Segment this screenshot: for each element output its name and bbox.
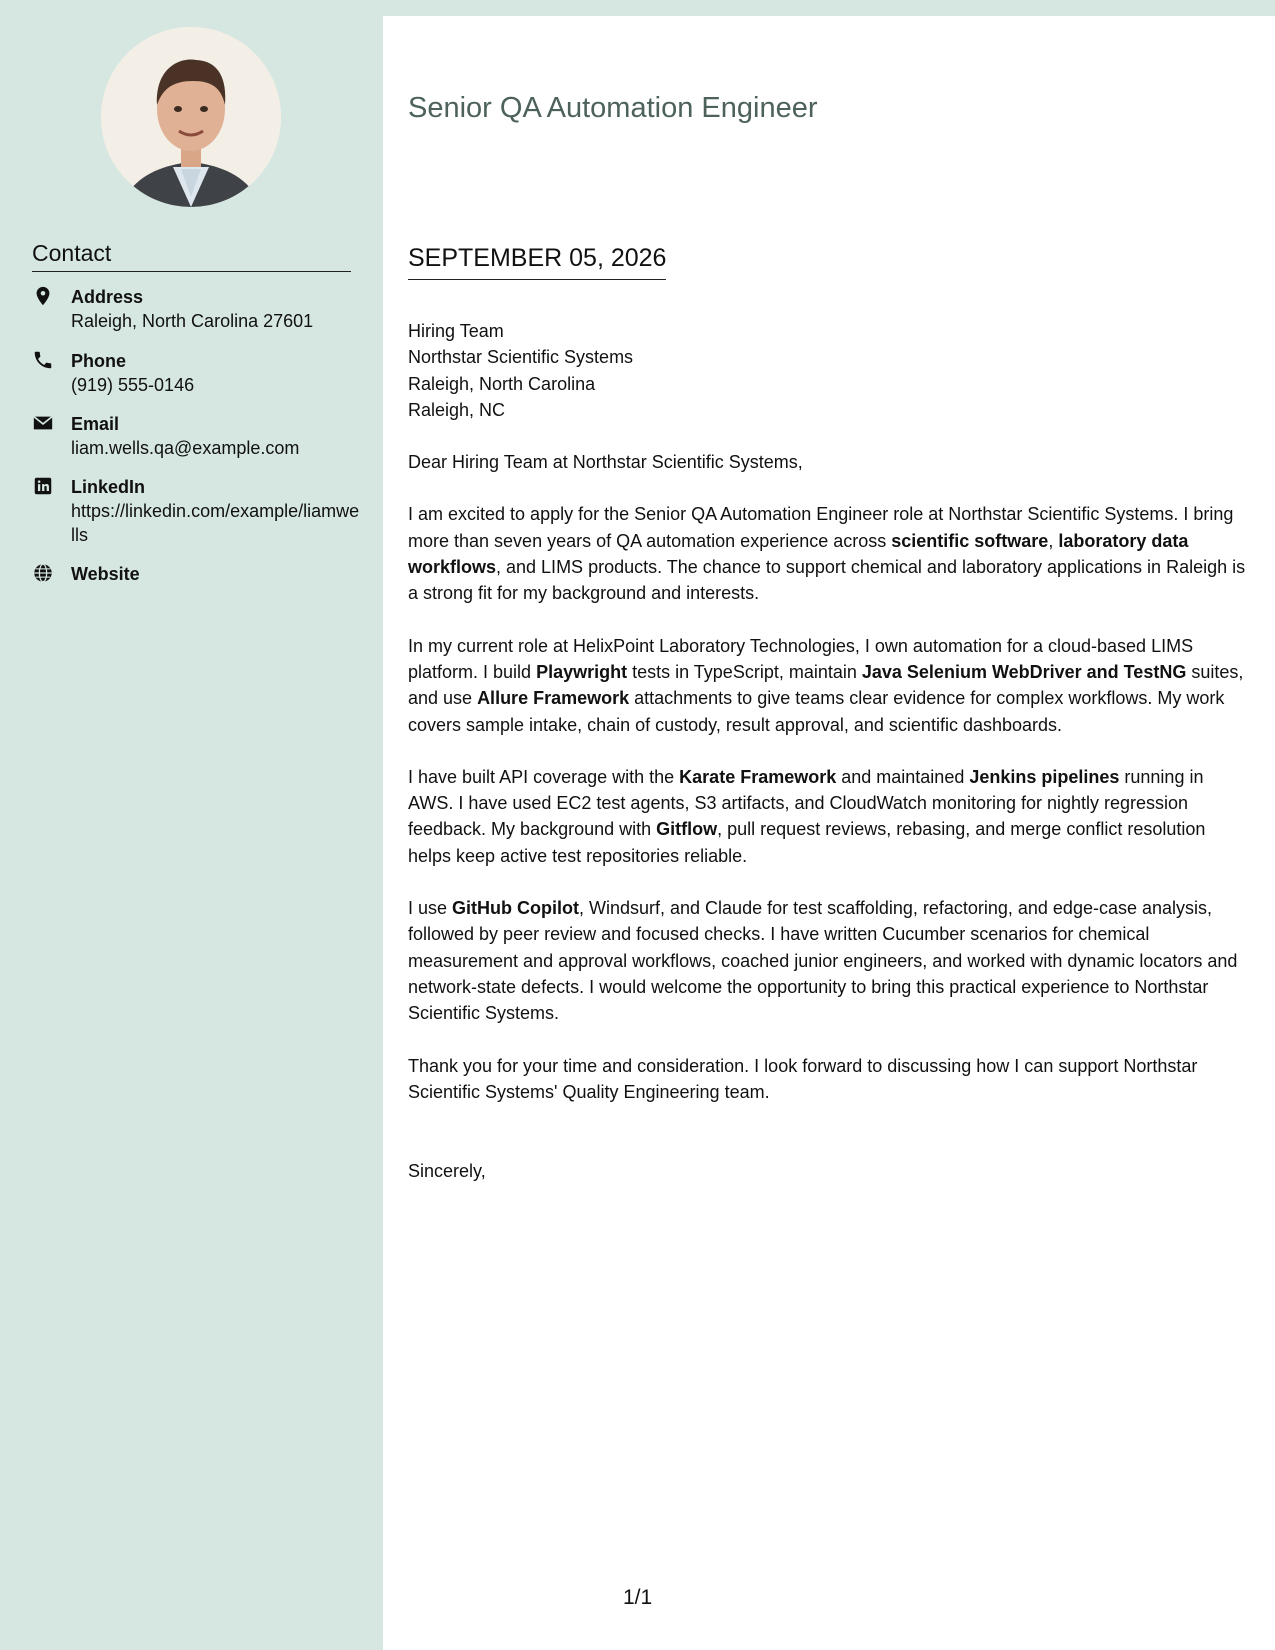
- website-label: Website: [71, 564, 140, 584]
- salutation: Dear Hiring Team at Northstar Scientific Systems,: [408, 452, 803, 473]
- bold-run: Jenkins pipelines: [969, 766, 1120, 787]
- recipient-line: Raleigh, North Carolina: [408, 373, 596, 394]
- paragraph-thanks: [408, 1053, 1248, 1106]
- letter-date: SEPTEMBER 05, 2026: [408, 244, 666, 280]
- closing: Sincerely,: [408, 1161, 486, 1182]
- bold-run: scientific software: [891, 530, 1049, 551]
- phone-label: Phone: [71, 351, 127, 371]
- text-run: , Windsurf, and Claude for test scaffolding, refactoring, and edge-case analysis, followed by peer review and focused checks. I have written Cucumber scenarios for chemical measurement and approval workflows, coached junior engineers, and worked with dynamic locators and network-state defects. I would welcome the opportunity to bring this practical experience to Northstar Scientific Systems.: [408, 898, 1238, 1024]
- linkedin-icon: [32, 475, 54, 497]
- letter-main: [383, 16, 1275, 1650]
- bold-run: Java Selenium WebDriver and TestNG: [861, 661, 1187, 682]
- address-label: Address: [71, 287, 144, 307]
- text-run: Thank you for your time and consideration. I look forward to discussing how I can support Northstar Scientific Systems' Quality Engineering team.: [408, 1055, 1198, 1102]
- paragraph-current-role: [408, 633, 1248, 738]
- sidebar: [0, 0, 383, 1650]
- text-run: attachments to give teams clear evidence for complex workflows. My work covers sample intake, chain of custody, result approval, and scientific dashboards.: [408, 688, 1225, 735]
- text-run: In my current role at HelixPoint Laboratory Technologies, I own automation for a cloud-based LIMS platform. I build: [408, 635, 1194, 682]
- text-run: and maintained: [836, 766, 970, 787]
- location-pin-icon: [32, 285, 54, 307]
- profile-photo: [101, 27, 281, 207]
- bold-run: Allure Framework: [477, 688, 630, 709]
- page-number: 1/1: [623, 1586, 653, 1609]
- text-run: running in AWS. I have used EC2 test agents, S3 artifacts, and CloudWatch monitoring for nightly regression feedback. My background with: [408, 766, 1204, 840]
- email-label: Email: [71, 414, 120, 434]
- text-run: I use: [408, 898, 453, 919]
- recipient-line: Hiring Team: [408, 321, 504, 341]
- address-value: Raleigh, North Carolina 27601: [71, 311, 314, 331]
- paragraph-ai-tools: [408, 895, 1248, 1026]
- job-title: Senior QA Automation Engineer: [408, 92, 818, 124]
- text-run: I am excited to apply for the Senior QA Automation Engineer role at Northstar Scientific Systems. I bring more than seven years of QA automation experience across: [408, 504, 1234, 551]
- letter-body: [408, 318, 1248, 1210]
- text-run: I have built API coverage with the: [408, 766, 680, 787]
- bold-run: Playwright: [536, 661, 628, 682]
- recipient-line: Raleigh, NC: [408, 399, 506, 420]
- linkedin-label: LinkedIn: [71, 477, 146, 497]
- email-value[interactable]: liam.wells.qa@example.com: [71, 438, 300, 458]
- text-run: tests in TypeScript, maintain: [627, 661, 862, 682]
- paragraph-intro: [408, 501, 1248, 606]
- bold-run: Gitflow: [656, 819, 718, 840]
- bold-run: GitHub Copilot: [452, 898, 579, 919]
- contact-heading: Contact: [32, 240, 351, 272]
- linkedin-value[interactable]: https://linkedin.com/example/liamwells: [71, 501, 360, 545]
- phone-icon: [32, 349, 54, 371]
- text-run: , pull request reviews, rebasing, and merge conflict resolution helps keep active test repositories reliable.: [408, 819, 1206, 866]
- recipient-line: Northstar Scientific Systems: [408, 347, 634, 368]
- portrait-image: [101, 27, 281, 207]
- text-run: suites, and use: [408, 661, 1244, 709]
- envelope-icon: [32, 412, 54, 434]
- globe-icon: [32, 562, 54, 584]
- bold-run: laboratory data workflows: [408, 530, 1189, 578]
- paragraph-api-ci: [408, 764, 1248, 869]
- bold-run: Karate Framework: [679, 766, 837, 787]
- text-run: ,: [1048, 530, 1059, 551]
- recipient-block: [408, 318, 1248, 423]
- text-run: , and LIMS products. The chance to support chemical and laboratory applications in Raleigh is a strong fit for my background and interests.: [408, 557, 1246, 604]
- phone-value: (919) 555-0146: [71, 375, 195, 395]
